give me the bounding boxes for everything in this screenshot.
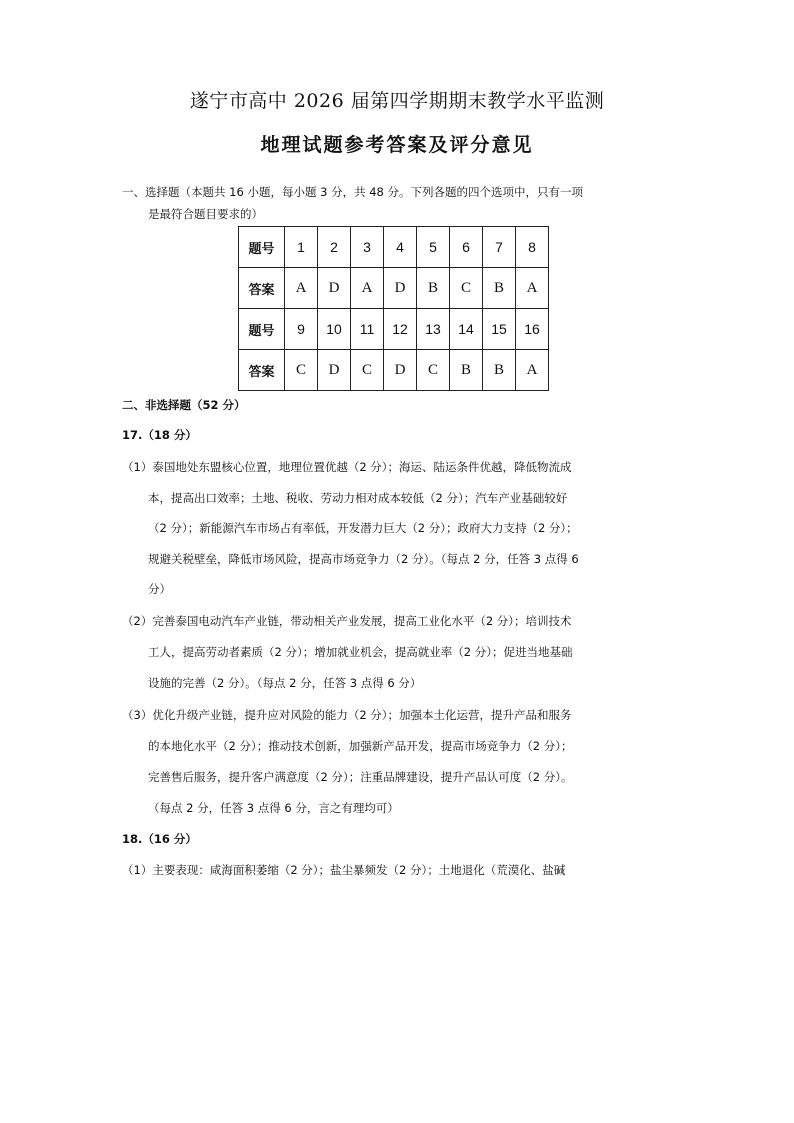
question-number: 2 (318, 227, 351, 268)
q17-p1-line: 分） (148, 582, 171, 596)
answer-table (238, 226, 549, 391)
answer-cell: A (285, 268, 318, 309)
row-label-answer: 答案 (239, 350, 285, 391)
answer-cell: B (483, 268, 516, 309)
q17-heading: 17.（18 分） (122, 428, 197, 442)
answer-cell: C (351, 350, 384, 391)
document-title: 遂宁市高中 2026 届第四学期期末教学水平监测 (189, 90, 605, 112)
question-number: 5 (417, 227, 450, 268)
row-label-answer: 答案 (239, 268, 285, 309)
table-row (239, 309, 549, 350)
section2-heading: 二、非选择题（52 分） (122, 398, 246, 412)
answer-cell: A (351, 268, 384, 309)
q18-p1-line: （1）主要表现：咸海面积萎缩（2 分）；盐尘暴频发（2 分）；土地退化（荒漠化、盐碱 (122, 863, 566, 877)
q18-heading: 18.（16 分） (122, 832, 197, 846)
q17-p1-line: （1）泰国地处东盟核心位置，地理位置优越（2 分）；海运、陆运条件优越，降低物流成 (122, 460, 572, 474)
question-number: 6 (450, 227, 483, 268)
section1-line1: 一、选择题（本题共 16 小题，每小题 3 分，共 48 分。下列各题的四个选项中，只有一项 (122, 185, 584, 199)
q17-p3-line: 完善售后服务，提升客户满意度（2 分）；注重品牌建设，提升产品认可度（2 分）。 (148, 770, 573, 784)
question-number: 9 (285, 309, 318, 350)
answer-cell: C (285, 350, 318, 391)
question-number: 3 (351, 227, 384, 268)
q17-p2-line: 设施的完善（2 分）。（每点 2 分，任答 3 点得 6 分） (148, 676, 422, 690)
section1-line2: 是最符合题目要求的） (148, 207, 263, 221)
row-label-number: 题号 (239, 309, 285, 350)
question-number: 12 (384, 309, 417, 350)
answer-cell: A (516, 350, 549, 391)
question-number: 16 (516, 309, 549, 350)
question-number: 11 (351, 309, 384, 350)
question-number: 15 (483, 309, 516, 350)
answer-cell: A (516, 268, 549, 309)
q17-p1-line: 规避关税壁垒，降低市场风险，提高市场竞争力（2 分）。（每点 2 分，任答 3 点得 6 (148, 552, 579, 566)
answer-cell: B (417, 268, 450, 309)
answer-cell: B (483, 350, 516, 391)
answer-cell: D (318, 350, 351, 391)
q17-p3-line: （每点 2 分，任答 3 点得 6 分，言之有理均可） (148, 801, 399, 815)
q17-p1-line: （2 分）；新能源汽车市场占有率低，开发潜力巨大（2 分）；政府大力支持（2 分）； (148, 521, 578, 535)
question-number: 13 (417, 309, 450, 350)
document-subtitle: 地理试题参考答案及评分意见 (260, 134, 534, 156)
answer-cell: D (384, 350, 417, 391)
q17-p2-line: 工人，提高劳动者素质（2 分）；增加就业机会，提高就业率（2 分）；促进当地基础 (148, 645, 573, 659)
answer-cell: D (384, 268, 417, 309)
q17-p3-line: （3）优化升级产业链，提升应对风险的能力（2 分）；加强本土化运营，提升产品和服务 (122, 708, 572, 722)
answer-cell: C (417, 350, 450, 391)
table-row (239, 350, 549, 391)
table-row (239, 227, 549, 268)
row-label-number: 题号 (239, 227, 285, 268)
question-number: 14 (450, 309, 483, 350)
answer-cell: B (450, 350, 483, 391)
answer-cell: D (318, 268, 351, 309)
q17-p2-line: （2）完善泰国电动汽车产业链，带动相关产业发展，提高工业化水平（2 分）；培训技术 (122, 614, 572, 628)
q17-p1-line: 本，提高出口效率；土地、税收、劳动力相对成本较低（2 分）；汽车产业基础较好 (148, 491, 568, 505)
table-row (239, 268, 549, 309)
question-number: 7 (483, 227, 516, 268)
q17-p3-line: 的本地化水平（2 分）；推动技术创新，加强新产品开发，提高市场竞争力（2 分）； (148, 739, 573, 753)
question-number: 10 (318, 309, 351, 350)
question-number: 1 (285, 227, 318, 268)
answer-cell: C (450, 268, 483, 309)
question-number: 8 (516, 227, 549, 268)
question-number: 4 (384, 227, 417, 268)
